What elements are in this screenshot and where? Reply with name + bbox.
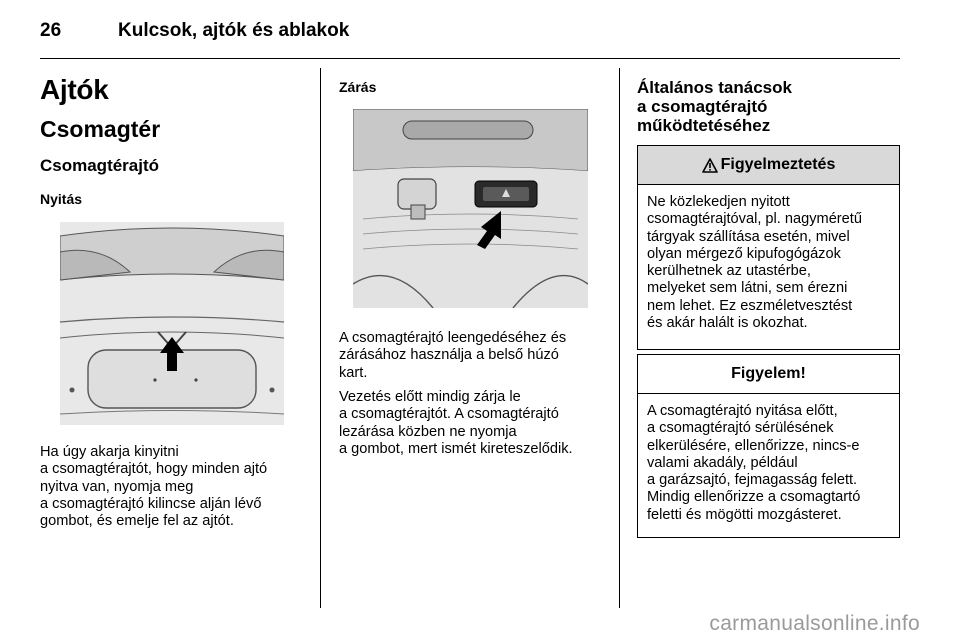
warning-text: Ne közlekedjen nyitott csomagtérajtóval, pl. nagyméretű tárgyak szállítása esetén, mivel olyan mérgező kipufogógázok kerülhetnek az utastérbe, melyeket sem látni, sem érezni nem lehet. Ez eszméletvesztést és akár halált is okozhat. bbox=[647, 194, 862, 332]
opening-heading: Nyitás bbox=[40, 191, 83, 207]
caution-box bbox=[637, 354, 900, 538]
tailgate-closing-figure bbox=[353, 109, 588, 308]
chapter-title: Kulcsok, ajtók és ablakok bbox=[118, 20, 350, 41]
closing-heading: Zárás bbox=[339, 79, 377, 95]
column-divider-1 bbox=[320, 68, 321, 608]
opening-instructions: Ha úgy akarja kinyitni a csomagtérajtót, hogy minden ajtó nyitva van, nyomja meg a csomagtérajtó kilincse alján lévő gombot, és emelje fel az ajtót. bbox=[40, 444, 268, 530]
tailgate-opening-figure bbox=[60, 222, 284, 425]
tailgate-exterior-illustration bbox=[60, 222, 284, 425]
watermark: carmanualsonline.info bbox=[709, 612, 920, 635]
warning-box bbox=[637, 145, 900, 350]
page-number: 26 bbox=[40, 20, 62, 41]
warning-label: Figyelmeztetés bbox=[720, 156, 836, 173]
section-title: Ajtók bbox=[40, 74, 109, 105]
topic-title: Csomagtérajtó bbox=[40, 156, 160, 175]
closing-instructions-lever: A csomagtérajtó leengedéséhez és zárásához használja a belső húzó kart. bbox=[339, 330, 567, 381]
warning-header bbox=[638, 146, 899, 185]
caution-text: A csomagtérajtó nyitása előtt, a csomagtérajtó sérülésének elkerülésére, ellenőrizze, nincs-e valami akadály, például a garázsajtó, fejmagasság felett. Mindig ellenőrizze a csomagtartó feletti és mögötti mozgásteret. bbox=[647, 403, 861, 523]
caution-label: Figyelem! bbox=[731, 365, 806, 382]
subsection-title: Csomagtér bbox=[40, 116, 161, 142]
caution-header bbox=[638, 355, 899, 394]
closing-instructions-lock: Vezetés előtt mindig zárja le a csomagtérajtót. A csomagtérajtó lezárása közben ne nyomja a gombot, mert ismét kireteszelődik. bbox=[339, 389, 573, 457]
header-rule bbox=[40, 58, 900, 59]
warning-triangle-icon bbox=[702, 158, 718, 173]
tailgate-interior-illustration bbox=[353, 109, 588, 308]
column-divider-2 bbox=[619, 68, 620, 608]
general-advice-title: Általános tanácsok a csomagtérajtó működtetéséhez bbox=[637, 78, 792, 135]
